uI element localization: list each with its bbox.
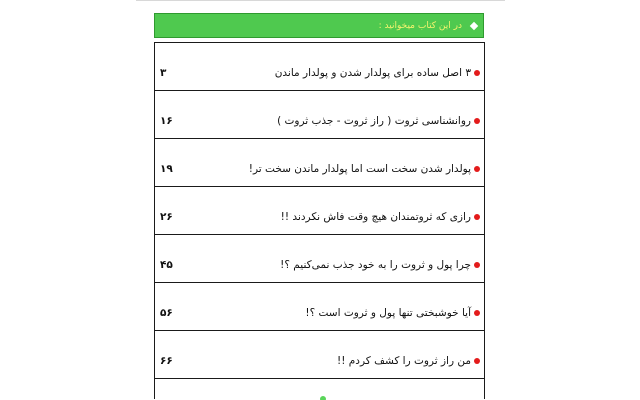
bullet-icon (474, 262, 480, 268)
top-divider (136, 0, 505, 1)
toc-row-partial (154, 379, 485, 399)
toc-title: روانشناسی ثروت ( راز ثروت - جذب ثروت ) (277, 115, 471, 127)
bullet-icon (474, 358, 480, 364)
toc-entry[interactable] (275, 67, 480, 79)
toc-header-label: در این کتاب میخوانید : (378, 20, 462, 31)
bullet-icon (474, 118, 480, 124)
toc-page-number: ۳ (160, 67, 167, 79)
toc-title: پولدار شدن سخت است اما پولدار ماندن سخت تر! (248, 163, 471, 175)
toc-row[interactable] (154, 43, 485, 91)
toc-page-number: ۱۶ (160, 115, 173, 127)
toc-entry[interactable] (281, 211, 480, 223)
bullet-icon (474, 310, 480, 316)
bullet-icon (474, 214, 480, 220)
toc-title: چرا پول و ثروت را به خود جذب نمی‌کنیم ؟! (280, 259, 471, 271)
toc-page-number: ۲۶ (160, 211, 173, 223)
toc-header (154, 13, 484, 38)
green-dot-icon (320, 396, 326, 400)
diamond-icon (470, 21, 478, 29)
toc-title: آیا خوشبختی تنها پول و ثروت است ؟! (305, 307, 471, 319)
toc-title: ۳ اصل ساده برای پولدار شدن و پولدار ماندن (274, 67, 471, 79)
toc-entry[interactable] (277, 115, 480, 127)
toc-row[interactable] (154, 139, 485, 187)
toc-entry[interactable] (337, 355, 480, 367)
toc-title: رازی که ثروتمندان هیچ وقت فاش نکردند !! (280, 211, 471, 223)
toc-entry[interactable] (249, 163, 480, 175)
toc-page-number: ۴۵ (160, 259, 173, 271)
toc-row[interactable] (154, 235, 485, 283)
toc-title: من راز ثروت را کشف کردم !! (337, 355, 471, 367)
toc-row[interactable] (154, 283, 485, 331)
toc-row[interactable] (154, 331, 485, 379)
toc-entry[interactable] (280, 259, 480, 271)
toc-page-number: ۵۶ (160, 307, 173, 319)
toc-row[interactable] (154, 187, 485, 235)
toc-row[interactable] (154, 91, 485, 139)
toc-page-number: ۱۹ (160, 163, 173, 175)
bullet-icon (474, 166, 480, 172)
toc-entry[interactable] (305, 307, 480, 319)
toc-table (154, 42, 485, 399)
bullet-icon (474, 70, 480, 76)
toc-page-number: ۶۶ (160, 355, 173, 367)
